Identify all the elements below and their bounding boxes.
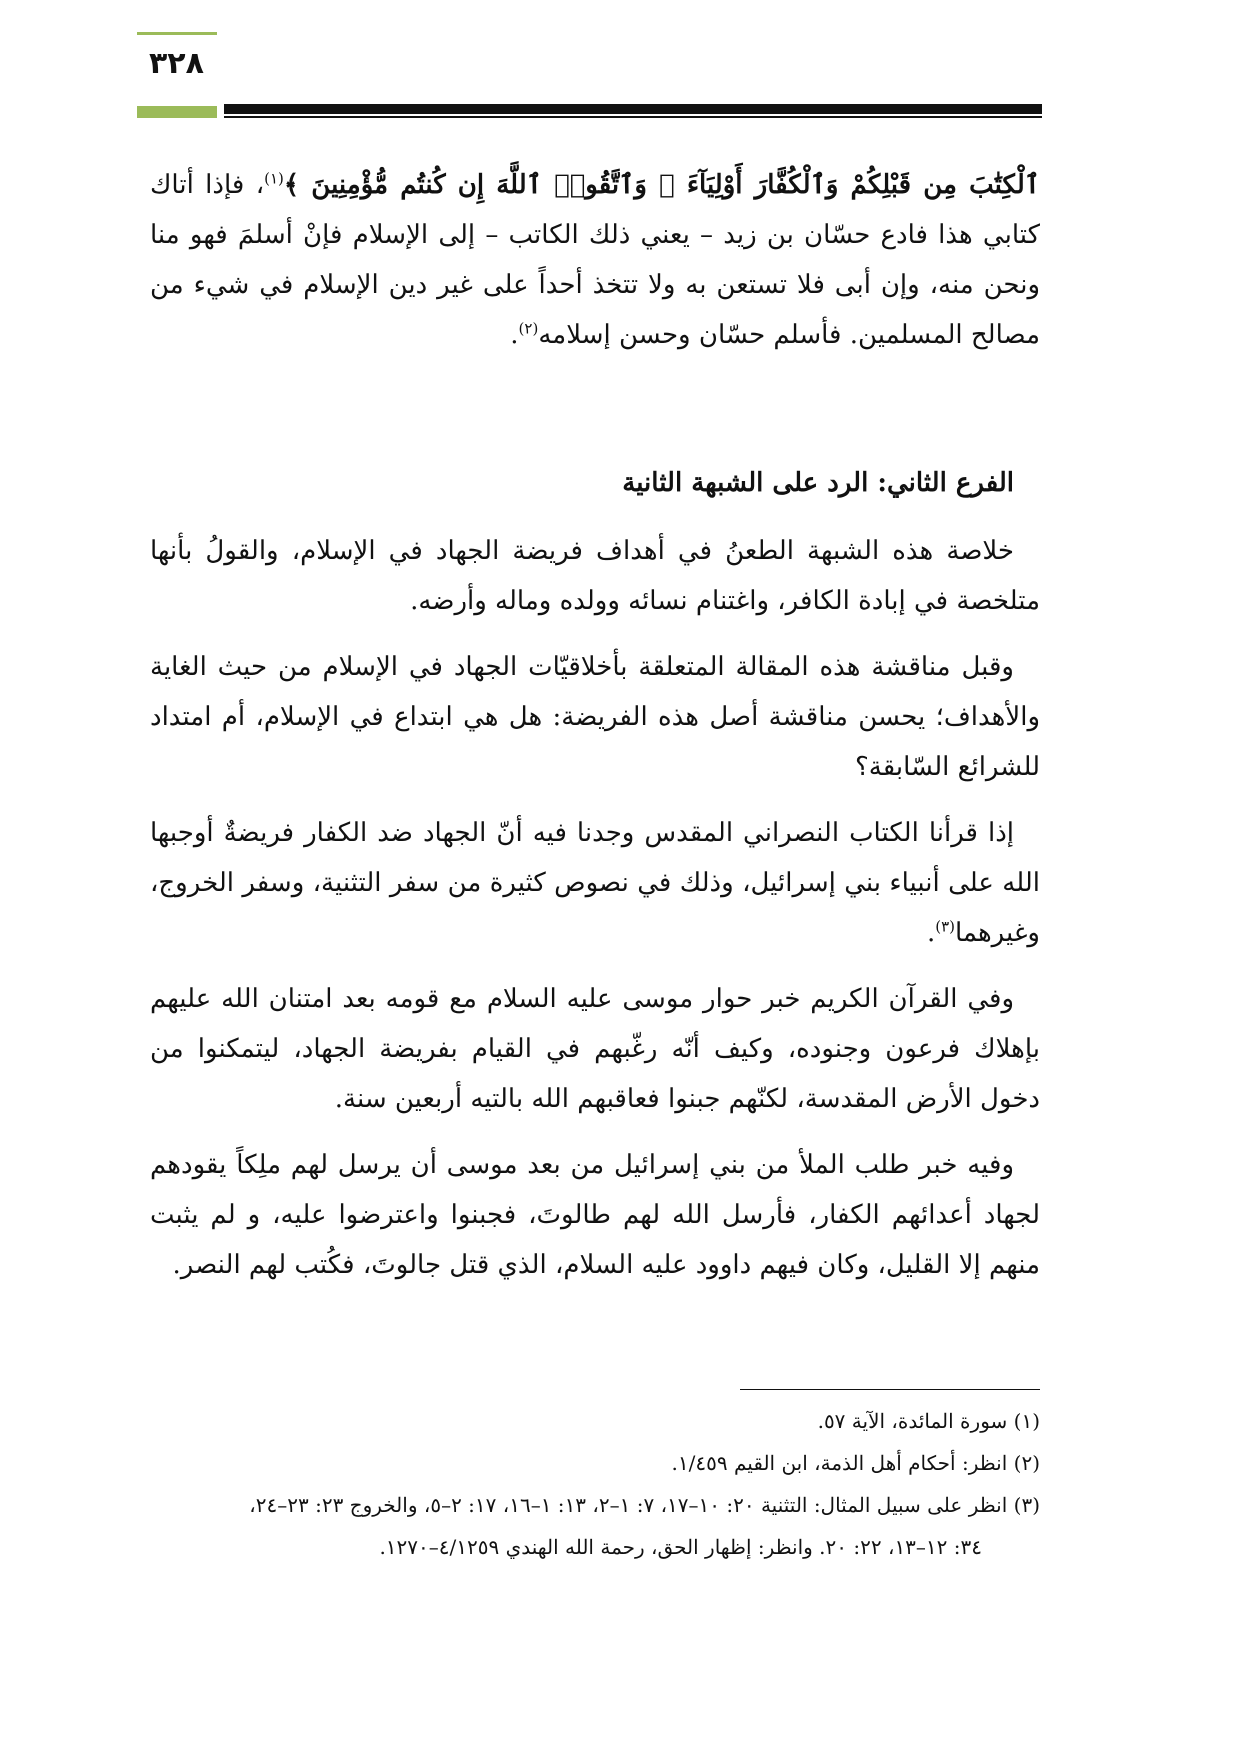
footnote-1: (١) سورة المائدة، الآية ٥٧. <box>817 1409 1040 1433</box>
footnote-ref-2[interactable]: (٢) <box>518 319 539 338</box>
paragraph-4: وفي القرآن الكريم خبر حوار موسى عليه السلام مع قومه بعد امتنان الله عليهم بإهلاك فرعون وجنوده، وكيف أنّه رغّبهم في القيام بفريضة الجهاد، ليتمكنوا من دخول الأرض المقدسة، لكنّهم جبنوا فعاقبهم الله بالتيه أربعين سنة. <box>150 984 1040 1114</box>
section-heading-label: الفرع الثاني <box>886 468 1014 498</box>
intro-paragraph <box>150 160 1040 360</box>
page-number-bottom-bar <box>137 106 217 118</box>
paragraph-3-end: . <box>926 918 936 948</box>
footnote-separator <box>740 1389 1040 1390</box>
section-heading-colon: : <box>868 468 887 498</box>
page-number: ٣٢٨ <box>149 46 204 81</box>
paragraph-1: خلاصة هذه الشبهة الطعنُ في أهداف فريضة الجهاد في الإسلام، والقولُ بأنها متلخصة في إبادة الكافر، واغتنام نسائه وولده وماله وأرضه. <box>150 536 1040 616</box>
main-content <box>150 160 1040 1290</box>
intro-text: ، فإذا أتاك كتابي هذا فادع حسّان بن زيد – يعني ذلك الكاتب – إلى الإسلام فإنْ أسلمَ فهو منا ونحن منه، وإن أبى فلا تستعن به ولا تتخذ أحداً على غير دين الإسلام في شيء من مصالح المسلمين. فأسلم حسّان وحسن إسلامه <box>150 170 1040 350</box>
intro-end: . <box>510 320 519 350</box>
section-heading-title: الرد على الشبهة الثانية <box>622 468 869 498</box>
paragraph-5: وفيه خبر طلب الملأ من بني إسرائيل من بعد موسى أن يرسل لهم ملِكاً يقودهم لجهاد أعدائهم الكفار، فأرسل الله لهم طالوتَ، فجبنوا واعترضوا عليه، و لم يثبت منهم إلا القليل، وكان فيهم داوود عليه السلام، الذي قتل جالوتَ، فكُتب لهم النصر. <box>150 1150 1040 1280</box>
footnote-ref-1[interactable]: (١) <box>264 169 284 188</box>
footnote-ref-3[interactable]: (٣) <box>935 917 955 936</box>
footnote-3-line-1: (٣) انظر على سبيل المثال: التثنية ٢٠: ١٠–١٧، ٧: ١–٢، ١٣: ١–١٦، ١٧: ٢–٥، والخروج ٢٣: ٢٣–٢٤، <box>249 1493 1040 1517</box>
paragraph-3-text: إذا قرأنا الكتاب النصراني المقدس وجدنا فيه أنّ الجهاد ضد الكفار فريضةٌ أوجبها الله على أنبياء بني إسرائيل، وذلك في نصوص كثيرة من سفر التثنية، وسفر الخروج، وغيرهما <box>150 818 1040 948</box>
footnote-2: (٢) انظر: أحكام أهل الذمة، ابن القيم ١/٤٥٩. <box>671 1451 1040 1475</box>
footnotes <box>150 1400 1040 1568</box>
quran-verse: ٱلْكِتَٰبَ مِن قَبْلِكُمْ وَٱلْكُفَّارَ أَوْلِيَآءَ ۚ وَٱتَّقُوا۟ ٱللَّهَ إِن كُنتُم مُّؤْمِنِينَ ﴾ <box>283 170 1040 200</box>
header-rule <box>224 104 1042 114</box>
paragraph-2: وقبل مناقشة هذه المقالة المتعلقة بأخلاقيّات الجهاد في الإسلام من حيث الغاية والأهداف؛ يحسن مناقشة أصل هذه الفريضة: هل هي ابتداع في الإسلام، أم امتداد للشرائع السّابقة؟ <box>150 652 1040 782</box>
header-rule-thin <box>224 116 1042 118</box>
footnote-3-line-2: ٣٤: ١٢–١٣، ٢٢: ٢٠. وانظر: إظهار الحق، رحمة الله الهندي ٤/١٢٥٩–١٢٧٠. <box>379 1535 982 1559</box>
section-heading <box>150 458 1040 508</box>
paragraph-3 <box>150 808 1040 958</box>
page-number-top-bar <box>137 32 217 35</box>
